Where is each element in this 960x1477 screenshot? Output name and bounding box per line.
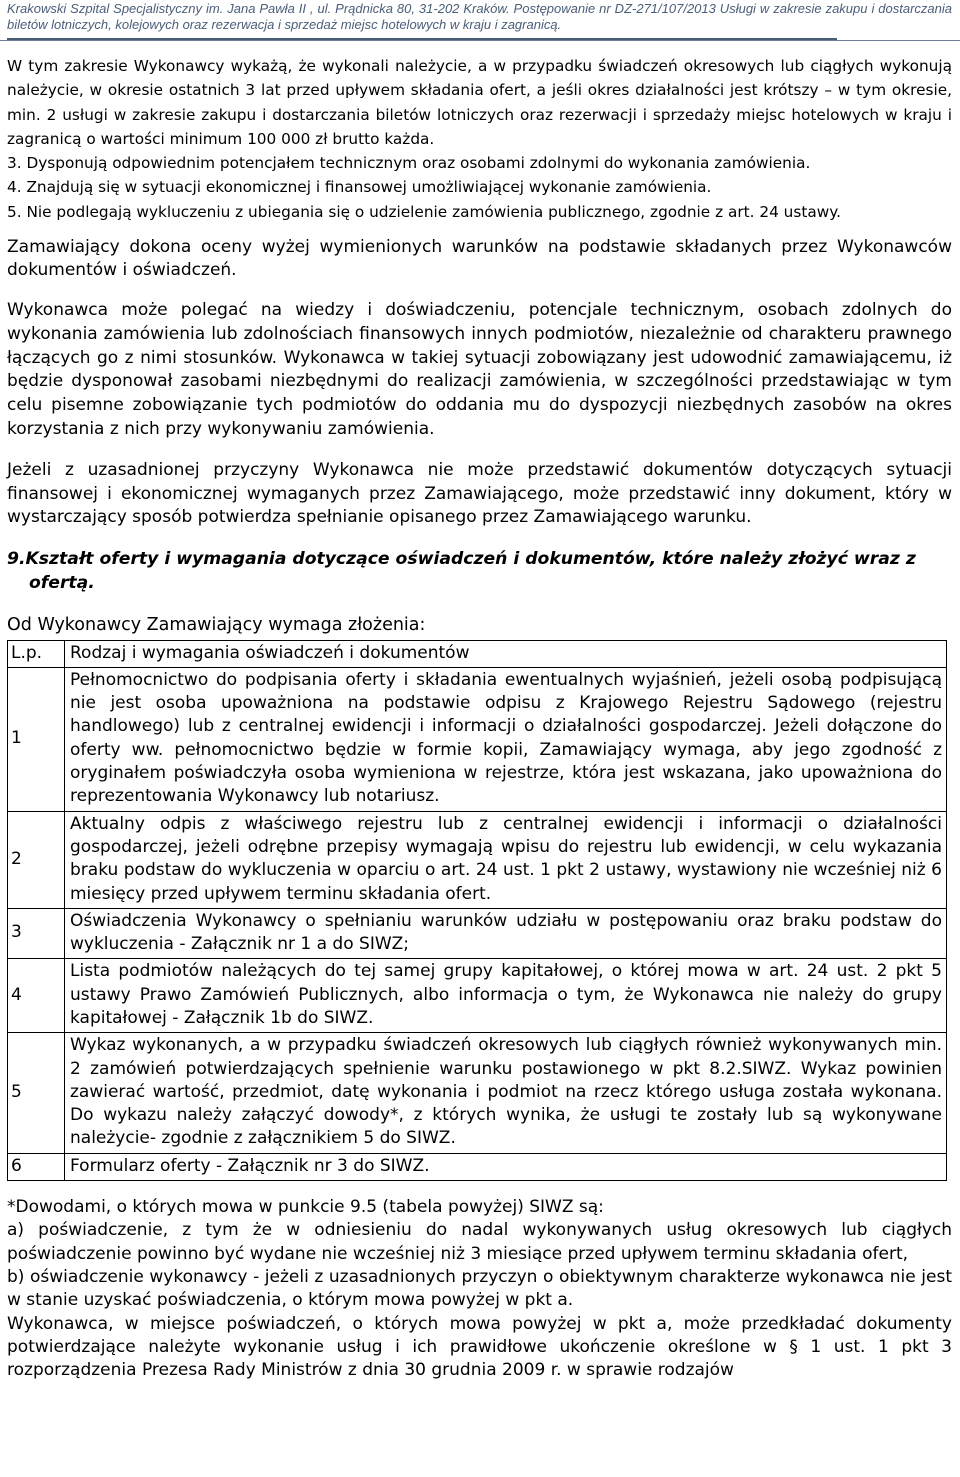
- row-number: 6: [8, 1153, 65, 1180]
- footnote-intro: *Dowodami, o których mowa w punkcie 9.5 (tabela powyżej) SIWZ są:: [7, 1197, 604, 1218]
- footnote-item-c: Wykonawca, w miejsce poświadczeń, o których mowa powyżej w pkt a, może przedkładać dokumenty potwierdzające należyte wykonanie usług i ich prawidłowe ukończenie określone w § 1 ust. 1 pkt 3 rozporządzenia Prezesa Rady Ministrów z dnia 30 grudnia 2009 r. w sprawie rodzajów: [7, 1313, 952, 1381]
- table-header-row: [8, 640, 947, 667]
- spacer: [7, 530, 952, 547]
- footnote-block: [7, 1196, 952, 1382]
- row-description: Oświadczenia Wykonawcy o spełnianiu warunków udziału w postępowaniu oraz braku podstaw do wykluczenia - Załącznik nr 1 a do SIWZ;: [65, 908, 947, 959]
- paragraph-third-party: Wykonawca może polegać na wiedzy i doświadczeniu, potencjale technicznym, osobach zdolnych do wykonania zamówienia lub zdolnościach finansowych innych podmiotów, niezależnie od charakteru prawnego łączących go z nimi stosunków. Wykonawca w takiej sytuacji zobowiązany jest udowodnić zamawiającemu, iż będzie dysponował zasobami niezbędnymi do realizacji zamówienia, w szczególności przedstawiając w tym celu pisemne zobowiązanie tych podmiotów do oddania mu do dyspozycji niezbędnych zasobów na okres korzystania z nich przy wykonywaniu zamówienia.: [7, 300, 952, 440]
- page-header: [0, 0, 960, 41]
- condition-item-3: 3. Dysponują odpowiednim potencjałem technicznym oraz osobami zdolnymi do wykonania zamówienia.: [7, 154, 811, 173]
- paragraph-alternative-docs: Jeżeli z uzasadnionej przyczyny Wykonawca nie może przedstawić dokumentów dotyczących sytuacji finansowej i ekonomicznej wymaganych przez Zamawiającego, może przedstawić inny dokument, który w wystarczający sposób potwierdza spełnianie opisanego przez Zamawiającego warunku.: [7, 459, 952, 528]
- condition-item-5: 5. Nie podlegają wykluczeniu z ubiegania się o udzielenie zamówienia publicznego, zgodnie z art. 24 ustawy.: [7, 202, 841, 221]
- row-description: Formularz oferty - Załącznik nr 3 do SIWZ.: [65, 1153, 947, 1180]
- row-description: Pełnomocnictwo do podpisania oferty i składania ewentualnych wyjaśnień, jeżeli osobą podpisującą nie jest osoba upoważniona na podstawie odpisu z Krajowego Rejestru Sądowego (rejestru handlowego) lub z centralnej ewidencji i informacji o działalności gospodarczej. Jeżeli dołączone do oferty ww. pełnomocnictwo będzie w formie kopii, Zamawiający wymaga, aby jego zgodność z oryginałem poświadczyła osoba wymieniona w rejestrze, która jest wskazana, jako upoważniona do reprezentowania Wykonawcy lub notariusz.: [65, 667, 947, 811]
- table-row: [8, 1153, 947, 1180]
- paragraph-experience: W tym zakresie Wykonawcy wykażą, że wykonali należycie, a w przypadku świadczeń okresowych lub ciągłych wykonują należycie, w okresie ostatnich 3 lat przed upływem składania ofert, a jeśli okres działalności jest krótszy – w tym okresie, min. 2 usługi w zakresie zakupu i dostarczania biletów lotniczych oraz rezerwacji i sprzedaży miejsc hotelowych w kraju i zagranicą o wartości minimum 100 000 zł brutto każda.: [7, 57, 952, 148]
- header-text: Krakowski Szpital Specjalistyczny im. Jana Pawła II , ul. Prądnicka 80, 31-202 Kraków. Postępowanie nr DZ-271/107/2013 Usługi w zakresie zakupu i dostarczania biletów lotniczych, kolejowych oraz rezerwacja i sprzedaż miejsc hotelowych w kraju i zagranicą.: [7, 1, 952, 32]
- footnote-item-a: a) poświadczenie, z tym że w odniesieniu do nadal wykonywanych usług okresowych lub ciągłych poświadczenie powinno być wydane nie wcześniej niż 3 miesiące przed upływem terminu składania ofert,: [7, 1220, 952, 1264]
- table-row: [8, 908, 947, 959]
- documents-table: [7, 640, 947, 1182]
- row-description: Wykaz wykonanych, a w przypadku świadczeń okresowych lub ciągłych również wykonywanych min. 2 zamówień potwierdzających spełnienie warunku postawionego w pkt 8.2.SIWZ. Wykaz powinien zawierać wartość, przedmiot, datę wykonania i podmiot na rzecz którego usługa została wykonana. Do wykazu należy załączyć dowody*, z których wynika, że usługi te zostały lub są wykonywane należycie- zgodnie z załącznikiem 5 do SIWZ.: [65, 1033, 947, 1153]
- column-header-description: Rodzaj i wymagania oświadczeń i dokumentów: [65, 640, 947, 667]
- table-row: [8, 1033, 947, 1153]
- requirements-intro: Od Wykonawcy Zamawiający wymaga złożenia:: [7, 615, 426, 636]
- table-row: [8, 667, 947, 811]
- row-description: Aktualny odpis z właściwego rejestru lub z centralnej ewidencji i informacji o działalności gospodarczej, jeżeli odrębne przepisy wymagają wpisu do rejestru lub ewidencji, w celu wykazania braku podstaw do wykluczenia w oparciu o art. 24 ust. 1 pkt 2 ustawy, wystawiony nie wcześniej niż 6 miesięcy przed upływem terminu składania ofert.: [65, 811, 947, 908]
- paragraph-evaluation: Zamawiający dokona oceny wyżej wymienionych warunków na podstawie składanych przez Wykonawców dokumentów i oświadczeń.: [7, 237, 952, 281]
- footnote-item-b: b) oświadczenie wykonawcy - jeżeli z uzasadnionych przyczyn o obiektywnym charakterze wykonawca nie jest w stanie uzyskać poświadczenia, o którym mowa powyżej w pkt a.: [7, 1266, 952, 1311]
- row-description: Lista podmiotów należących do tej samej grupy kapitałowej, o której mowa w art. 24 ust. 2 pkt 5 ustawy Prawo Zamówień Publicznych, albo informacja o tym, że Wykonawca nie należy do grupy kapitałowej - Załącznik 1b do SIWZ.: [65, 959, 947, 1033]
- column-header-lp: L.p.: [8, 640, 65, 667]
- spacer: [7, 442, 952, 459]
- row-number: 1: [8, 667, 65, 811]
- row-number: 5: [8, 1033, 65, 1153]
- condition-item-4: 4. Znajdują się w sytuacji ekonomicznej i finansowej umożliwiającej wykonanie zamówienia.: [7, 178, 712, 197]
- header-rule: [7, 38, 837, 40]
- table-row: [8, 811, 947, 908]
- spacer: [7, 224, 952, 236]
- row-number: 3: [8, 908, 65, 959]
- row-number: 4: [8, 959, 65, 1033]
- spacer: [7, 282, 952, 299]
- document-body: [7, 54, 952, 1382]
- table-row: [8, 959, 947, 1033]
- section-heading-9: 9.Kształt oferty i wymagania dotyczące oświadczeń i dokumentów, które należy złożyć wraz z ofertą.: [7, 549, 916, 594]
- row-number: 2: [8, 811, 65, 908]
